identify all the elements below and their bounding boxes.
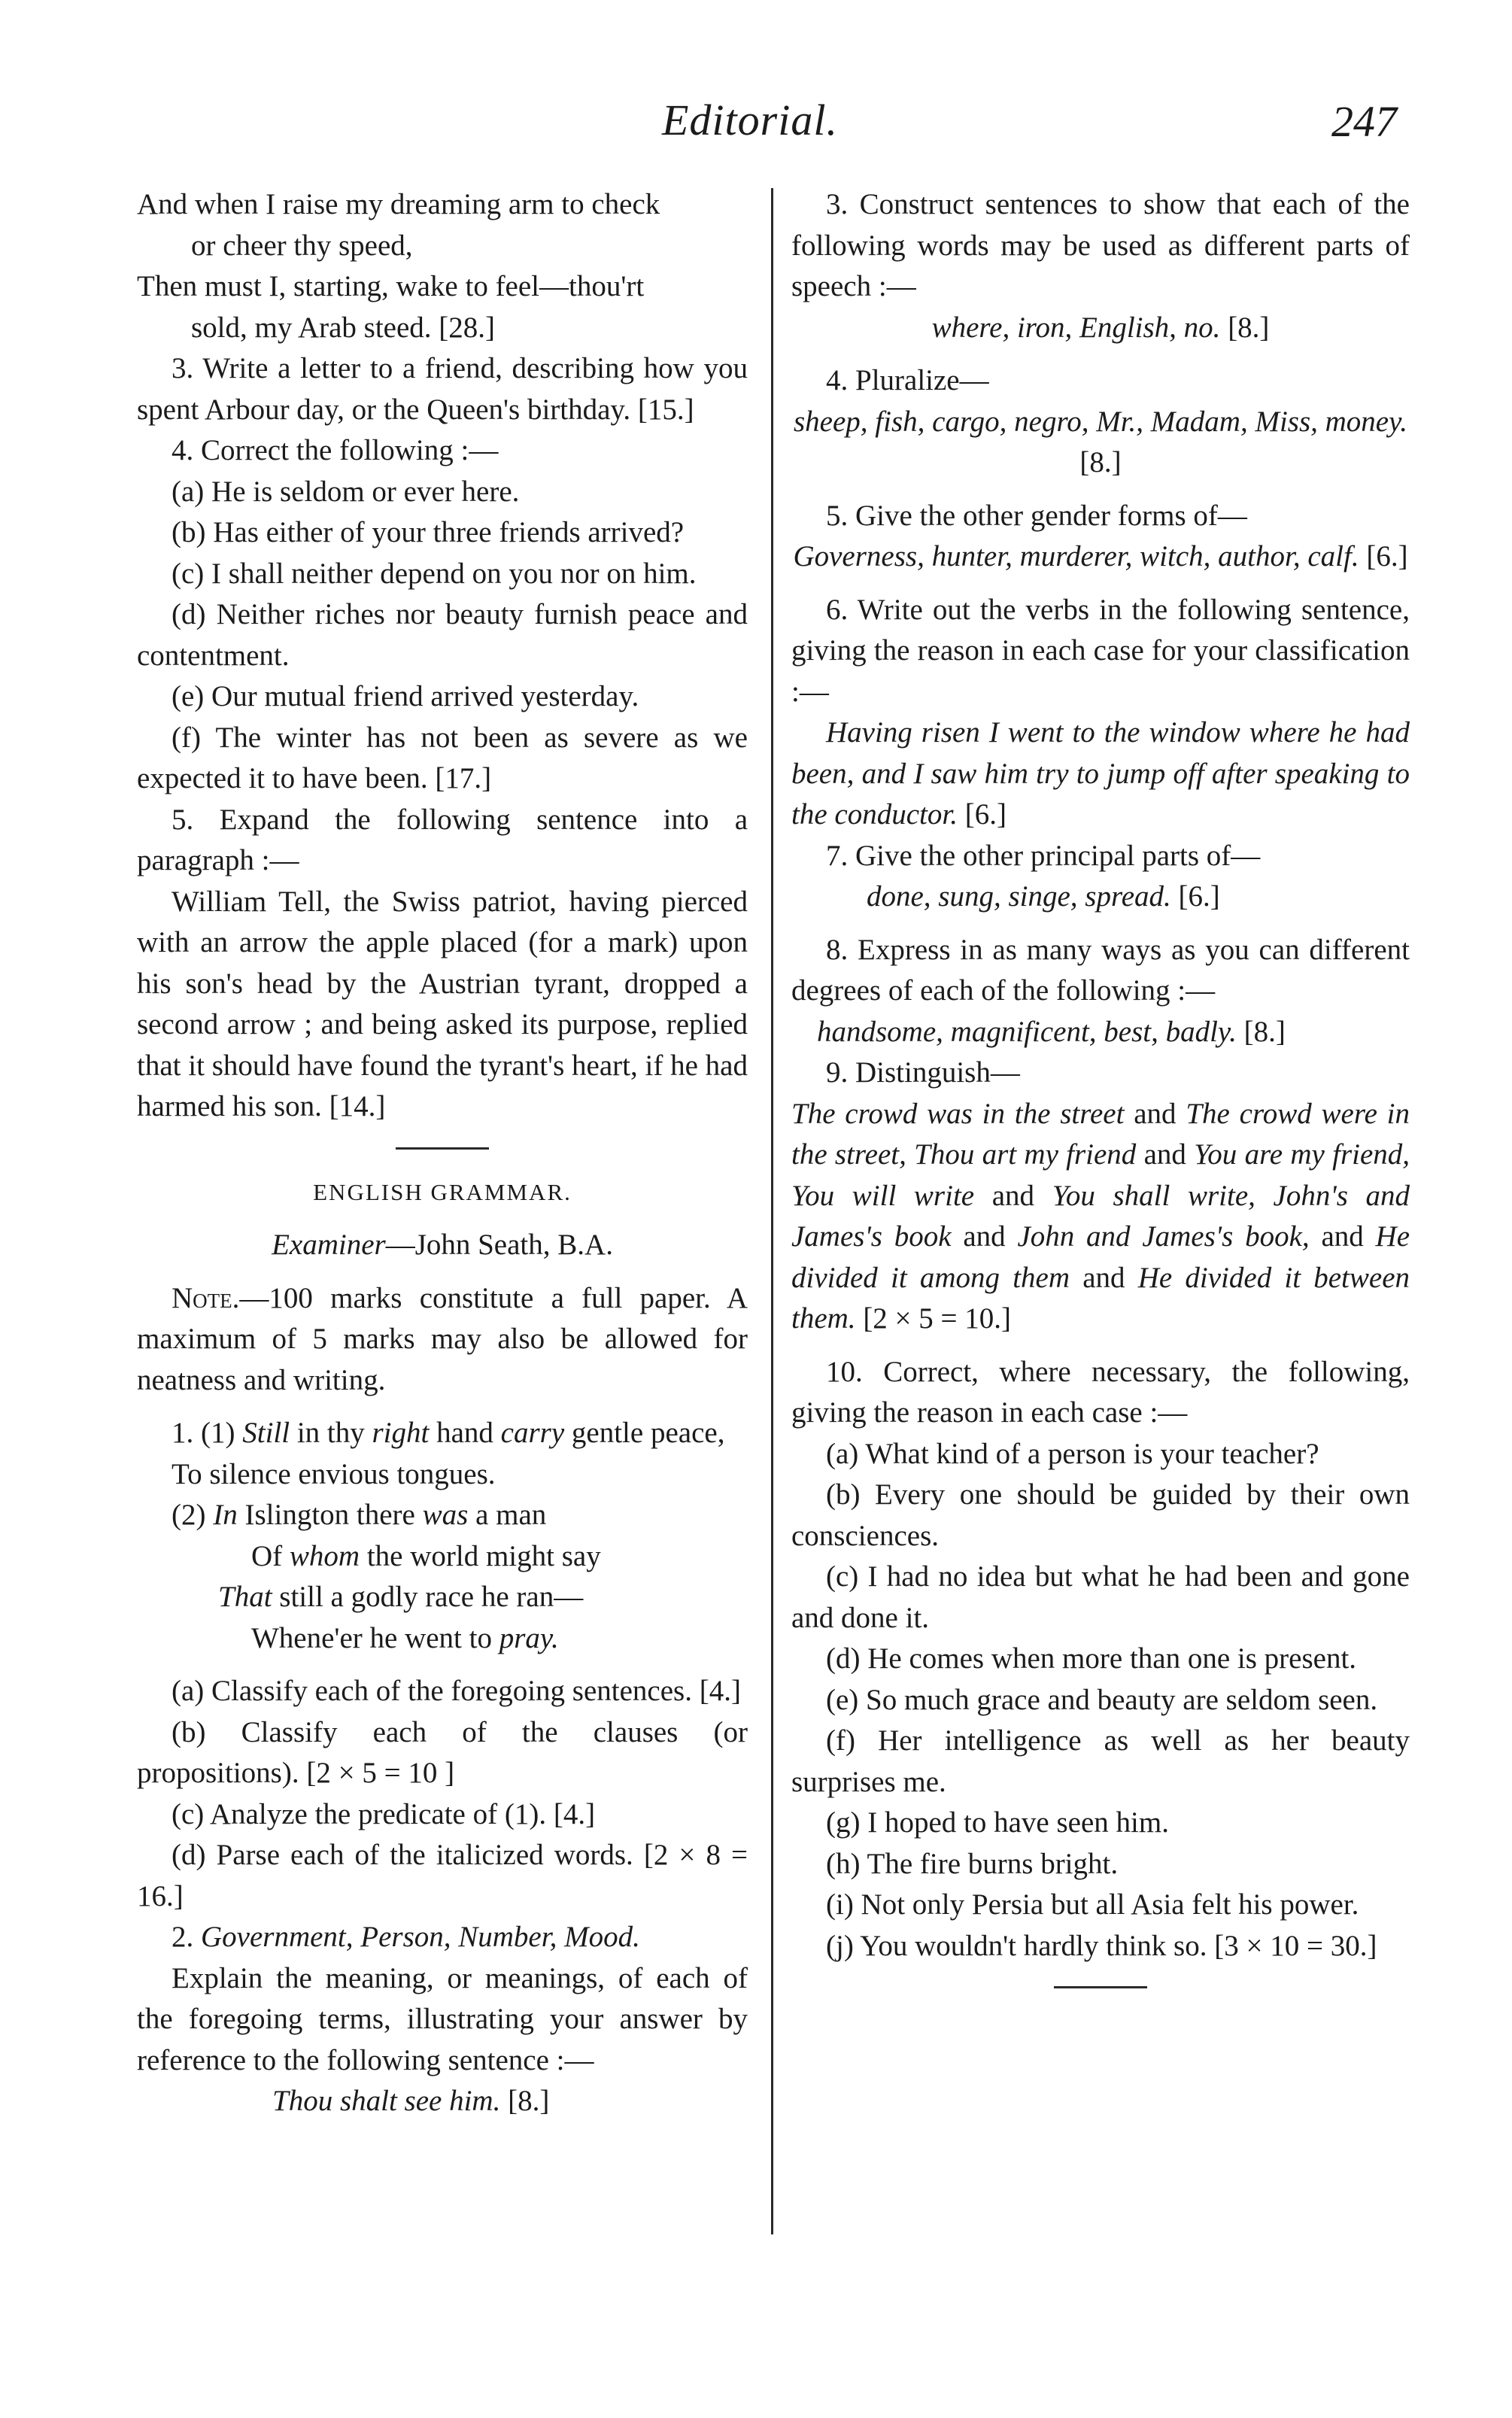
marks: [14.] — [329, 1090, 386, 1122]
marks: [6.] — [964, 798, 1006, 831]
spacer — [791, 918, 1410, 930]
marks: [17.] — [435, 762, 492, 794]
spacer — [137, 1401, 748, 1413]
item-10d: (d) He comes when more than one is present. — [826, 1642, 1357, 1675]
item-10f: (f) Her intelligence as well as her beauty surprises me. — [791, 1724, 1410, 1798]
grammar-1b: (b) Classify each of the clauses (or propositions). [2 × 5 = 10 ] — [137, 1715, 748, 1789]
grammar-8: 8. Express in as many ways as you can different degrees of each of the following :— — [791, 933, 1410, 1007]
grammar-1d: (d) Parse each of the italicized words. [2 × 8 = 16.] — [137, 1839, 748, 1912]
spacer — [791, 348, 1410, 360]
examiner-name: —John Seath, B.A. — [385, 1229, 613, 1261]
question-5: 5. Expand the following sentence into a paragraph :— — [137, 803, 748, 876]
right-column — [791, 184, 1410, 2011]
marks: [8.] — [1243, 1015, 1286, 1048]
examiner-line — [137, 1225, 748, 1266]
marks: [4.] — [553, 1797, 596, 1830]
grammar-9-pairs: The crowd was in the street and The crowd were in the street, Thou art my friend and You are my friend, You will write and You shall write, John's and James's book and John and James's book, and He divided it among them and He divided it between them. [2 × 5 = 10.] — [791, 1097, 1410, 1335]
marks: [8.] — [1228, 311, 1270, 344]
poem-line: or cheer thy speed, — [191, 229, 413, 262]
grammar-6-sentence: Having risen I went to the window where he had been, and I saw him try to jump off after speaking to the conductor. [6.] — [791, 716, 1410, 831]
grammar-2-text: Explain the meaning, or meanings, of each of the foregoing terms, illustrating your answer by reference to the following sentence :— — [137, 1961, 748, 2076]
grammar-8-words: handsome, magnificent, best, badly. [8.] — [817, 1015, 1286, 1048]
marks: [6.] — [1366, 540, 1408, 573]
question-5-text: William Tell, the Swiss patriot, having pierced with an arrow the apple placed (for a mark) upon his son's head by the Austrian tyrant, dropped a second arrow ; and being asked its purpose, replied that it should have found the tyrant's heart, if he had harmed his son. [14.] — [137, 885, 748, 1122]
page-number: 247 — [1331, 97, 1397, 146]
grammar-2-example: Thou shalt see him. [8.] — [272, 2085, 550, 2117]
marks: [3 × 10 = 30.] — [1214, 1929, 1377, 1962]
marks: [8.] — [508, 2085, 550, 2117]
item-4e: (e) Our mutual friend arrived yesterday. — [172, 680, 639, 712]
running-title: Editorial. — [662, 96, 838, 144]
spacer — [137, 1659, 748, 1671]
grammar-q1-2-line2: Of whom the world might say — [251, 1539, 601, 1572]
section-rule — [396, 1147, 489, 1150]
grammar-5-words: Governess, hunter, murderer, witch, author, calf. [6.] — [793, 540, 1408, 573]
grammar-1c: (c) Analyze the predicate of (1). [4.] — [172, 1797, 596, 1830]
item-10h: (h) The fire burns bright. — [826, 1847, 1119, 1880]
spacer — [791, 1340, 1410, 1352]
column-divider — [771, 188, 773, 2234]
item-4f: (f) The winter has not been as severe as we expected it to have been. [17.] — [137, 721, 748, 794]
running-header — [0, 84, 1512, 152]
end-rule — [1054, 1986, 1147, 1988]
grammar-1a: (a) Classify each of the foregoing sentences. [4.] — [172, 1675, 741, 1707]
item-10a: (a) What kind of a person is your teacher? — [826, 1437, 1319, 1470]
item-10e: (e) So much grace and beauty are seldom seen. — [826, 1683, 1378, 1716]
item-10g: (g) I hoped to have seen him. — [826, 1806, 1169, 1839]
grammar-4-words: sheep, fish, cargo, negro, Mr., Madam, Miss, money. [8.] — [793, 405, 1408, 478]
grammar-7-words: done, sung, singe, spread. [6.] — [867, 880, 1220, 913]
note: Note.—100 marks constitute a full paper. A maximum of 5 marks may also be allowed for neatness and writing. — [137, 1281, 748, 1396]
spacer — [137, 1213, 748, 1225]
marks: [8.] — [1079, 446, 1122, 478]
grammar-q1-2-line1: (2) In Islington there was a man — [172, 1499, 547, 1531]
item-10i: (i) Not only Persia but all Asia felt his power. — [826, 1888, 1359, 1921]
grammar-q1-2-line4: Whene'er he went to pray. — [251, 1621, 559, 1654]
item-4d: (d) Neither riches nor beauty furnish peace and contentment. — [137, 598, 748, 672]
item-4b: (b) Has either of your three friends arrived? — [172, 516, 685, 548]
marks: [15.] — [637, 393, 694, 426]
poem-line: sold, my Arab steed. [28.] — [191, 311, 496, 344]
marks: [2 × 8 = 16.] — [137, 1839, 748, 1912]
poem-line: And when I raise my dreaming arm to check — [137, 188, 660, 220]
marks: [6.] — [1178, 880, 1220, 913]
grammar-q1-line1: 1. (1) Still in thy right hand carry gentle peace, — [172, 1417, 725, 1449]
examiner-label: Examiner — [272, 1229, 386, 1261]
grammar-6: 6. Write out the verbs in the following sentence, giving the reason in each case for your classification :— — [791, 593, 1410, 708]
spacer — [791, 484, 1410, 496]
item-10b: (b) Every one should be guided by their own consciences. — [791, 1478, 1410, 1552]
grammar-4: 4. Pluralize— — [826, 364, 989, 396]
marks: [4.] — [699, 1675, 741, 1707]
item-10c: (c) I had no idea but what he had been and gone and done it. — [791, 1560, 1410, 1634]
grammar-10: 10. Correct, where necessary, the following, giving the reason in each case :— — [791, 1355, 1410, 1429]
note-label: Note. — [172, 1281, 240, 1314]
left-column — [137, 184, 748, 2122]
marks: [2 × 5 = 10.] — [863, 1302, 1012, 1335]
grammar-3-words: where, iron, English, no. [8.] — [931, 311, 1270, 344]
section-heading: ENGLISH GRAMMAR. — [313, 1178, 572, 1205]
item-10j: (j) You wouldn't hardly think so. [3 × 10 = 30.] — [826, 1929, 1377, 1962]
question-4: 4. Correct the following :— — [172, 434, 499, 466]
poem-line: Then must I, starting, wake to feel—thou'rt — [137, 270, 645, 302]
item-4c: (c) I shall neither depend on you nor on him. — [172, 557, 697, 590]
grammar-7: 7. Give the other principal parts of— — [826, 839, 1261, 872]
grammar-3: 3. Construct sentences to show that each of the following words may be used as different parts of speech :— — [791, 188, 1410, 302]
marks: [28.] — [439, 311, 496, 344]
marks: [2 × 5 = 10 ] — [306, 1757, 455, 1789]
grammar-2-heading: 2. Government, Person, Number, Mood. — [172, 1921, 640, 1953]
question-3: 3. Write a letter to a friend, describing how you spent Arbour day, or the Queen's birthday. [15.] — [137, 352, 748, 426]
grammar-q1-line2: To silence envious tongues. — [172, 1457, 496, 1490]
spacer — [791, 578, 1410, 590]
item-4a: (a) He is seldom or ever here. — [172, 475, 520, 508]
spacer — [137, 1266, 748, 1278]
grammar-9: 9. Distinguish— — [826, 1056, 1020, 1089]
grammar-5: 5. Give the other gender forms of— — [826, 499, 1247, 532]
grammar-q1-2-line3: That still a godly race he ran— — [218, 1581, 584, 1613]
